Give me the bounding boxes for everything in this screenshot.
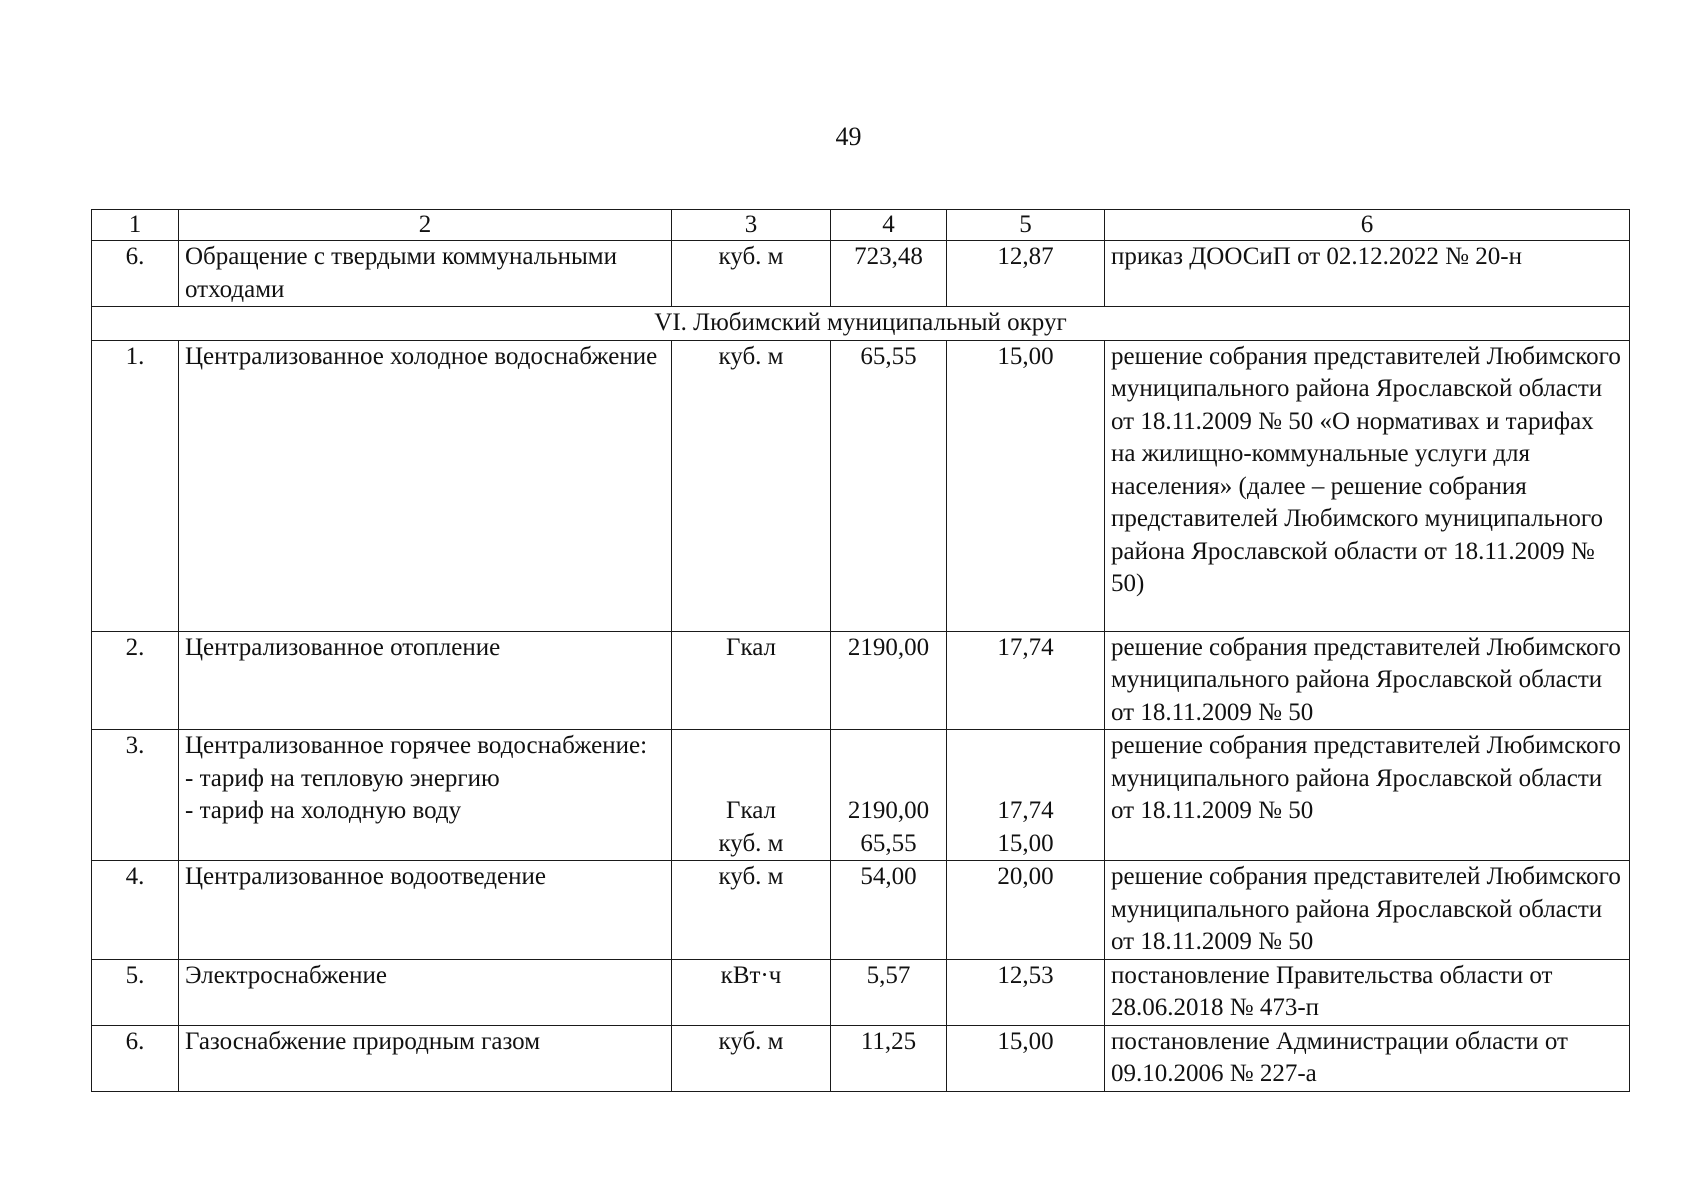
header-cell: 2: [179, 210, 672, 241]
service-name: Централизованное холодное водоснабжение: [179, 340, 672, 631]
row-number: 6.: [92, 1025, 179, 1091]
unit-cell: куб. м: [672, 861, 831, 960]
service-name: Централизованное отопление: [179, 631, 672, 730]
unit-cell: куб. м: [672, 340, 831, 631]
section-title: VI. Любимский муниципальный округ: [92, 307, 1630, 341]
table-row: [92, 959, 1630, 1025]
value-col5: 15,00: [947, 340, 1105, 631]
value-col5: 15,00: [947, 1025, 1105, 1091]
service-name: Электроснабжение: [179, 959, 672, 1025]
page-number: 49: [835, 122, 862, 151]
header-cell: 4: [831, 210, 947, 241]
document-reference: решение собрания представителей Любимского муниципального района Ярославской области от 18.11.2009 № 50: [1105, 861, 1630, 960]
service-name: Газоснабжение природным газом: [179, 1025, 672, 1091]
sub-item-name: - тариф на тепловую энергию: [185, 764, 500, 792]
document-reference: постановление Администрации области от 09.10.2006 № 227-а: [1105, 1025, 1630, 1091]
table-row: [92, 861, 1630, 960]
unit-cell: [672, 730, 831, 861]
service-name: Централизованное водоотведение: [179, 861, 672, 960]
document-reference: приказ ДООСиП от 02.12.2022 № 20-н: [1105, 241, 1630, 307]
row-number: 1.: [92, 340, 179, 631]
sub-item-unit: куб. м: [718, 829, 784, 857]
value-col5: 20,00: [947, 861, 1105, 960]
unit-cell: куб. м: [672, 1025, 831, 1091]
sub-item-name: - тариф на холодную воду: [185, 797, 462, 824]
sub-item-col5: 17,74: [997, 797, 1054, 824]
value-col5: [947, 730, 1105, 861]
unit-cell: Гкал: [672, 631, 831, 730]
document-reference: решение собрания представителей Любимского муниципального района Ярославской области от 18.11.2009 № 50 «О нормативах и тарифах на жилищно-коммунальные услуги для населения» (далее – решение собрания представителей Любимского муниципального района Ярославской области от 18.11.2009 № 50): [1105, 340, 1630, 631]
value-col4: 54,00: [831, 861, 947, 960]
header-row: [92, 210, 1630, 241]
table-row: [92, 340, 1630, 631]
header-cell: 3: [672, 210, 831, 241]
document-reference: постановление Правительства области от 28.06.2018 № 473-п: [1105, 959, 1630, 1025]
table-row: [92, 631, 1630, 730]
row-number: 4.: [92, 861, 179, 960]
value-col4: [831, 730, 947, 861]
table-row: [92, 730, 1630, 861]
sub-item-unit: Гкал: [725, 797, 776, 824]
document-reference: решение собрания представителей Любимского муниципального района Ярославской области от 18.11.2009 № 50: [1105, 631, 1630, 730]
unit-cell: кВт·ч: [672, 959, 831, 1025]
row-number: 3.: [92, 730, 179, 861]
unit-cell: куб. м: [672, 241, 831, 307]
value-col5: 17,74: [947, 631, 1105, 730]
table-row: [92, 241, 1630, 307]
tariff-table: [91, 209, 1630, 1092]
sub-item-col4: 65,55: [860, 829, 917, 857]
header-cell: 1: [92, 210, 179, 241]
row-number: 5.: [92, 959, 179, 1025]
sub-item-col5: 15,00: [997, 829, 1054, 857]
value-col4: 11,25: [831, 1025, 947, 1091]
service-name-cell: [179, 730, 672, 861]
value-col4: 65,55: [831, 340, 947, 631]
row-number: 2.: [92, 631, 179, 730]
service-name: Обращение с твердыми коммунальными отходами: [179, 241, 672, 307]
table-row: [92, 1025, 1630, 1091]
value-col4: 2190,00: [831, 631, 947, 730]
value-col5: 12,53: [947, 959, 1105, 1025]
document-reference: решение собрания представителей Любимского муниципального района Ярославской области от 18.11.2009 № 50: [1105, 730, 1630, 861]
value-col5: 12,87: [947, 241, 1105, 307]
header-cell: 5: [947, 210, 1105, 241]
sub-item-col4: 2190,00: [847, 797, 930, 824]
header-cell: 6: [1105, 210, 1630, 241]
service-name: Централизованное горячее водоснабжение:: [185, 732, 648, 759]
value-col4: 5,57: [831, 959, 947, 1025]
value-col4: 723,48: [831, 241, 947, 307]
row-number: 6.: [92, 241, 179, 307]
section-header-row: [92, 307, 1630, 341]
